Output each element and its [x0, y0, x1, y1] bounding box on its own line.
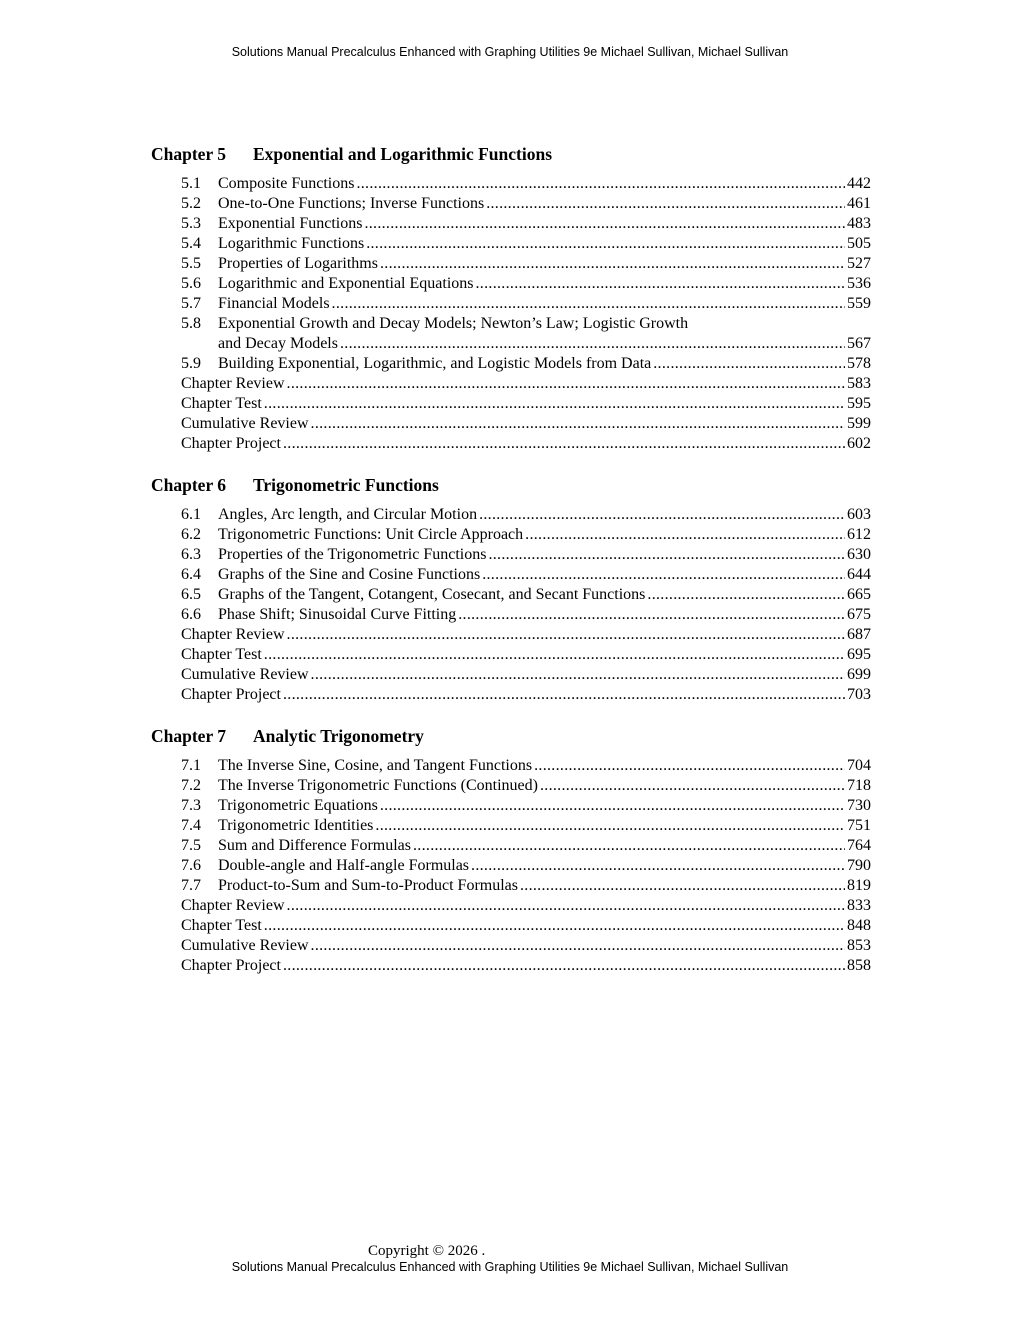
page-number: 483 [847, 215, 871, 232]
section-number: 7.5 [181, 837, 201, 854]
page-number: 442 [847, 175, 871, 192]
page-number: 665 [847, 586, 871, 603]
section-title: Cumulative Review [181, 666, 309, 683]
page-number: 612 [847, 526, 871, 543]
section-title: Chapter Review [181, 375, 285, 392]
toc-entry-list [181, 505, 871, 705]
dot-leader [653, 354, 845, 374]
toc-entry [181, 274, 871, 294]
chapter-title: Trigonometric Functions [253, 475, 439, 495]
chapter-section [151, 143, 871, 454]
section-number: 5.8 [181, 315, 201, 332]
section-number: 5.6 [181, 275, 201, 292]
toc-entry [181, 254, 871, 274]
page-number: 687 [847, 626, 871, 643]
dot-leader [311, 665, 845, 685]
dot-leader [283, 956, 845, 976]
chapter-title: Exponential and Logarithmic Functions [253, 144, 553, 164]
section-title: Chapter Test [181, 917, 262, 934]
toc-entry [181, 936, 871, 956]
dot-leader [287, 896, 845, 916]
dot-leader [486, 194, 845, 214]
page-number: 527 [847, 255, 871, 272]
toc-entry [181, 665, 871, 685]
dot-leader [375, 816, 845, 836]
dot-leader [476, 274, 846, 294]
section-title: Sum and Difference Formulas [218, 837, 411, 854]
page-number: 603 [847, 506, 871, 523]
toc-entry [181, 756, 871, 776]
section-title: Chapter Test [181, 395, 262, 412]
page-number: 730 [847, 797, 871, 814]
toc-entry [181, 605, 871, 625]
page-number: 583 [847, 375, 871, 392]
page-number: 704 [847, 757, 871, 774]
section-number: 5.1 [181, 175, 201, 192]
dot-leader [287, 625, 845, 645]
chapter-number: Chapter 7 [151, 726, 227, 746]
toc-entry [181, 525, 871, 545]
section-number: 6.2 [181, 526, 201, 543]
section-title: Chapter Project [181, 957, 281, 974]
section-title: Phase Shift; Sinusoidal Curve Fitting [218, 606, 457, 623]
section-title: Cumulative Review [181, 937, 309, 954]
section-number: 6.3 [181, 546, 201, 563]
toc-entry [181, 776, 871, 796]
section-title: Logarithmic and Exponential Equations [218, 275, 474, 292]
section-title: Financial Models [218, 295, 330, 312]
chapter-section [151, 474, 871, 705]
toc-entry [181, 394, 871, 414]
dot-leader [264, 645, 845, 665]
page-number: 630 [847, 546, 871, 563]
page-number: 790 [847, 857, 871, 874]
toc-entry [181, 585, 871, 605]
section-number: 7.3 [181, 797, 201, 814]
chapter-section [151, 725, 871, 976]
section-number: 7.2 [181, 777, 201, 794]
dot-leader [413, 836, 845, 856]
toc-entry [181, 545, 871, 565]
section-title: Exponential Functions [218, 215, 363, 232]
section-title: Logarithmic Functions [218, 235, 365, 252]
dot-leader [264, 916, 845, 936]
dot-leader [482, 565, 845, 585]
section-title: Product-to-Sum and Sum-to-Product Formulas [218, 877, 518, 894]
section-title: Composite Functions [218, 175, 355, 192]
toc-entry-list [181, 756, 871, 976]
dot-leader [340, 334, 845, 354]
section-title: Chapter Project [181, 435, 281, 452]
section-title: Trigonometric Identities [218, 817, 374, 834]
dot-leader [488, 545, 845, 565]
page-number: 505 [847, 235, 871, 252]
dot-leader [380, 796, 845, 816]
section-title: Chapter Review [181, 626, 285, 643]
page-number: 675 [847, 606, 871, 623]
toc-entry [181, 414, 871, 434]
page-number: 751 [847, 817, 871, 834]
page-number: 599 [847, 415, 871, 432]
section-number: 6.6 [181, 606, 201, 623]
section-number: 5.5 [181, 255, 201, 272]
section-number: 7.1 [181, 757, 201, 774]
toc-entry [181, 816, 871, 836]
page-number: 536 [847, 275, 871, 292]
section-number: 7.6 [181, 857, 201, 874]
chapter-number: Chapter 5 [151, 144, 227, 164]
chapter-heading [151, 143, 871, 165]
dot-leader [283, 685, 845, 705]
page-number: 567 [847, 335, 871, 352]
page-number: 718 [847, 777, 871, 794]
dot-leader [311, 414, 845, 434]
toc-entry [181, 214, 871, 234]
dot-leader [534, 756, 845, 776]
dot-leader [647, 585, 845, 605]
toc-entry [181, 916, 871, 936]
dot-leader [311, 936, 845, 956]
toc-entry [181, 956, 871, 976]
section-title: Trigonometric Equations [218, 797, 378, 814]
section-title: Properties of Logarithms [218, 255, 378, 272]
dot-leader [356, 174, 845, 194]
section-number: 6.1 [181, 506, 201, 523]
section-title: Chapter Review [181, 897, 285, 914]
dot-leader [471, 856, 845, 876]
section-number: 7.4 [181, 817, 201, 834]
section-title: Chapter Test [181, 646, 262, 663]
toc-entry [181, 314, 871, 354]
toc-entry [181, 434, 871, 454]
section-number: 5.9 [181, 355, 201, 372]
section-number: 6.4 [181, 566, 201, 583]
section-title: Angles, Arc length, and Circular Motion [218, 506, 478, 523]
page-number: 764 [847, 837, 871, 854]
section-title-continued: and Decay Models [218, 335, 338, 352]
section-title: The Inverse Trigonometric Functions (Continued) [218, 777, 538, 794]
toc-entry [181, 374, 871, 394]
page-number: 853 [847, 937, 871, 954]
toc-entry [181, 896, 871, 916]
dot-leader [332, 294, 845, 314]
chapter-heading [151, 725, 871, 747]
page-number: 695 [847, 646, 871, 663]
section-title: Exponential Growth and Decay Models; Newton’s Law; Logistic Growth [218, 315, 689, 332]
dot-leader [364, 214, 845, 234]
dot-leader [287, 374, 845, 394]
page-number: 858 [847, 957, 871, 974]
toc-entry [181, 354, 871, 374]
dot-leader [366, 234, 845, 254]
toc-entry-list [181, 174, 871, 454]
chapter-heading [151, 474, 871, 496]
dot-leader [458, 605, 845, 625]
toc-entry [181, 234, 871, 254]
section-title: Trigonometric Functions: Unit Circle Approach [218, 526, 524, 543]
toc-entry [181, 685, 871, 705]
page-number: 848 [847, 917, 871, 934]
toc-entry [181, 174, 871, 194]
page-number: 699 [847, 666, 871, 683]
section-number: 7.7 [181, 877, 201, 894]
footer-copyright: Copyright © 2026 . [368, 1243, 486, 1259]
dot-leader [525, 525, 845, 545]
dot-leader [520, 876, 845, 896]
page-number: 644 [847, 566, 871, 583]
toc-entry [181, 645, 871, 665]
page-number: 595 [847, 395, 871, 412]
table-of-contents [151, 143, 871, 996]
page-number: 833 [847, 897, 871, 914]
section-number: 5.7 [181, 295, 201, 312]
page-footer: Solutions Manual Precalculus Enhanced with Graphing Utilities 9e Michael Sullivan, Michael Sullivan [231, 1260, 789, 1274]
section-title: The Inverse Sine, Cosine, and Tangent Functions [218, 757, 533, 774]
chapter-number: Chapter 6 [151, 475, 227, 495]
toc-entry [181, 194, 871, 214]
section-number: 5.3 [181, 215, 201, 232]
section-title: One-to-One Functions; Inverse Functions [218, 195, 485, 212]
section-title: Cumulative Review [181, 415, 309, 432]
section-title: Graphs of the Sine and Cosine Functions [218, 566, 481, 583]
section-title: Double-angle and Half-angle Formulas [218, 857, 470, 874]
section-title: Properties of the Trigonometric Functions [218, 546, 487, 563]
page-number: 559 [847, 295, 871, 312]
toc-entry [181, 876, 871, 896]
section-title: Graphs of the Tangent, Cotangent, Cosecant, and Secant Functions [218, 586, 646, 603]
dot-leader [540, 776, 845, 796]
page-number: 602 [847, 435, 871, 452]
page-number: 461 [847, 195, 871, 212]
dot-leader [380, 254, 845, 274]
toc-entry [181, 836, 871, 856]
section-number: 6.5 [181, 586, 201, 603]
section-title: Building Exponential, Logarithmic, and Logistic Models from Data [218, 355, 652, 372]
section-number: 5.4 [181, 235, 201, 252]
page-number: 819 [847, 877, 871, 894]
dot-leader [283, 434, 845, 454]
dot-leader [479, 505, 845, 525]
chapter-title: Analytic Trigonometry [253, 726, 424, 746]
toc-entry [181, 565, 871, 585]
toc-entry [181, 294, 871, 314]
page-number: 578 [847, 355, 871, 372]
section-number: 5.2 [181, 195, 201, 212]
page-number: 703 [847, 686, 871, 703]
dot-leader [264, 394, 845, 414]
toc-entry [181, 856, 871, 876]
toc-entry [181, 505, 871, 525]
toc-entry [181, 796, 871, 816]
page-header: Solutions Manual Precalculus Enhanced with Graphing Utilities 9e Michael Sullivan, Michael Sullivan [231, 45, 789, 59]
toc-entry [181, 625, 871, 645]
section-title: Chapter Project [181, 686, 281, 703]
